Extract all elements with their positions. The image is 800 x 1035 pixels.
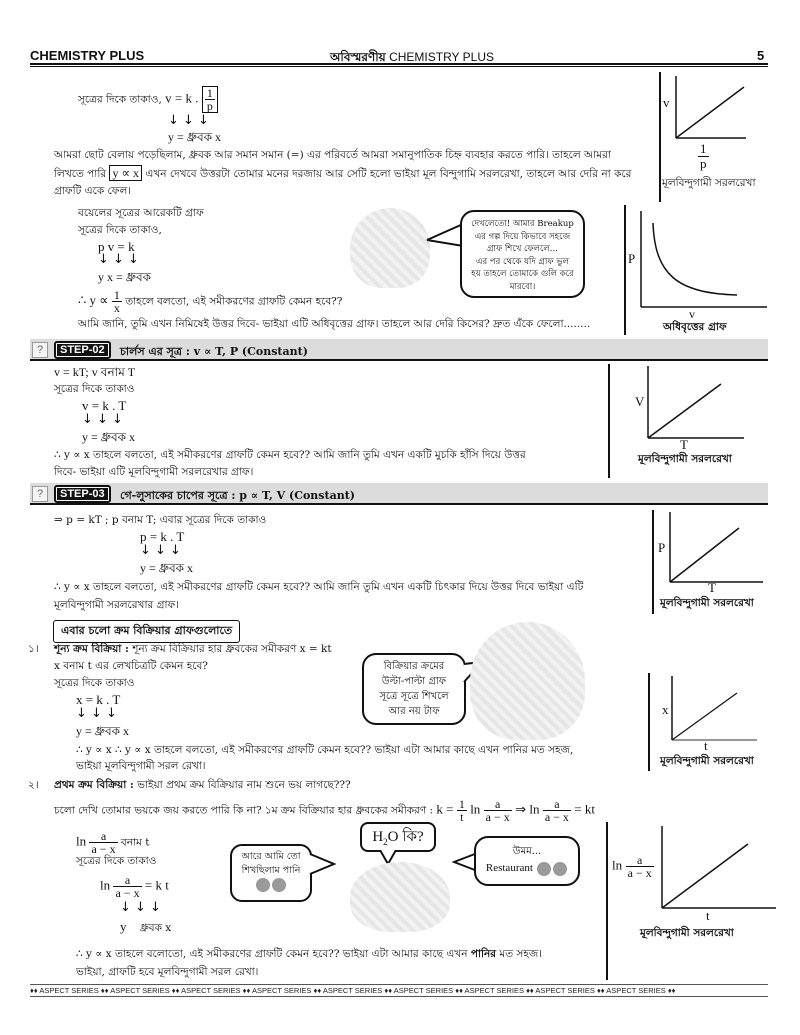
item2-left-bubble: আরে আমি তো শিখছিলাম পানি xyxy=(230,844,312,902)
sad-face-icon xyxy=(256,878,270,892)
s2-arrows: ↓ ↓ ↓ xyxy=(98,252,139,267)
s4-eq: p = k . T xyxy=(140,529,185,544)
item2-line2: চলো দেখি তোমার ভয়কে জয় করতে পারি কি না? ১ম ক্রম বিক্রিয়ার হার ধ্রুবকের সমীকরণ : k = $\frac{1}{t}$ ln $\frac{a}{a - x}$ ⇒ ln $\frac{a}{a - x}$ = kt xyxy=(54,797,595,824)
woman-illustration xyxy=(350,208,430,288)
item1-para1: ∴ y ∝ x ∴ y ∝ x তাহলে বলতো, এই সমীকরণের গ্রাফটি কেমন হবে?? ভাইয়া এটা আমার কাছে এখন পানির মত সহজ, xyxy=(76,744,574,756)
s1-arrows: ↓ ↓ ↓ xyxy=(168,113,209,128)
s1-para1: আমরা ছোট বেলায় পড়েছিলাম, ধ্রুবক আর সমান সমান (=) এর পরিবর্তে আমরা সমানুপাতিক চিহ্ন ব্যবহার করতে পারি। তাহলে আমরা xyxy=(54,149,611,161)
item2-center-bubble: $H_2O$ কি? xyxy=(360,822,436,852)
graph2-y-label: P xyxy=(628,251,636,266)
s2-result: y x = ধ্রুবক xyxy=(98,270,152,284)
graph6-x-label: t xyxy=(706,908,710,923)
s3-line1: v = kT; v বনাম T xyxy=(54,365,136,379)
s1-boxed-fraction: $\frac{1}{p}$ xyxy=(202,86,218,113)
item2-graph-divider xyxy=(606,822,608,980)
trend-line xyxy=(676,87,744,138)
smile-face-icon xyxy=(537,862,551,876)
s4-line1: ⇒ p = kT ; p বনাম T; এবার সূত্রের দিকে তাকাও xyxy=(54,514,267,526)
s2-bubble-tail xyxy=(425,220,465,250)
item2-para1: ∴ y ∝ x তাহলে বলোতো, এই সমীকরণের গ্রাফটি কেমন হবে?? ভাইয়া এটা আমার কাছে এখন পানির মত সহজ। xyxy=(76,948,543,960)
step-02-badge: STEP-02 xyxy=(54,341,111,359)
s1-para3: গ্রাফটি একে ফেল। xyxy=(54,185,132,197)
graph5-x-label: t xyxy=(704,738,708,753)
graph1-y-label: v xyxy=(663,95,670,110)
item2-right-bubble: উমম... Restaurant xyxy=(474,836,580,886)
graph4-caption: মূলবিন্দুগামী সরলরেখা xyxy=(660,597,754,609)
s4-para2: মূলবিন্দুগামী সরলরেখার গ্রাফ। xyxy=(54,599,179,611)
page-number: 5 xyxy=(757,48,765,63)
item1-speech-bubble: বিক্রিয়ার ক্রমের উল্টা-পাল্টা গ্রাফ সূত্রে সূত্রে শিখলে আর নয় টাফ xyxy=(362,653,466,725)
s3-para1: ∴ y ∝ x তাহলে বলতো, এই সমীকরণের গ্রাফটি কেমন হবে?? আমি জানি তুমি এখন একটি মুচকি হাঁসি দিয়ে উত্তর xyxy=(54,449,526,461)
s3-arrows: ↓ ↓ ↓ xyxy=(82,412,123,427)
graph-v-vs-t xyxy=(632,362,772,478)
question-icon: ? xyxy=(32,486,48,502)
s4-arrows: ↓ ↓ ↓ xyxy=(140,543,181,558)
graph3-y-label: V xyxy=(635,394,645,409)
graph-hyperbola-svg xyxy=(627,205,772,335)
s3-result: y = ধ্রুবক x xyxy=(82,430,136,444)
s2-line2: সূত্রের দিকে তাকাও, xyxy=(78,224,162,236)
item2-eq: ln $\frac{a}{a - x}$ = k t xyxy=(100,873,169,900)
item1-line3: সূত্রের দিকে তাকাও xyxy=(54,677,135,689)
graph3-caption: মূলবিন্দুগামী সরলরেখা xyxy=(638,453,732,465)
graph-x-vs-t xyxy=(656,672,776,776)
order-heading: এবার চলো ক্রম বিক্রিয়ার গ্রাফগুলোতে xyxy=(53,620,240,643)
graph2-x-label: v xyxy=(689,307,695,321)
sad-face-icon xyxy=(272,878,286,892)
footer-aspect-series: ♦♦ ASPECT SERIES ♦♦ ASPECT SERIES ♦♦ ASPECT SERIES ♦♦ ASPECT SERIES ♦♦ ASPECT SERIES ♦♦ ASPECT SERIES ♦♦ ASPECT SERIES ♦♦ ASPECT SERIES ♦♦ ASPECT SERIES ♦♦ xyxy=(30,984,768,997)
item2-vs-line: ln $\frac{a}{a - x}$ বনাম t xyxy=(76,829,150,856)
item1-arrows: ↓ ↓ ↓ xyxy=(76,706,117,721)
graph3-x-label: T xyxy=(680,437,688,452)
item1-graph-divider xyxy=(648,673,650,771)
s3-para2: দিবে- ভাইয়া এটি মূলবিন্দুগামী সরলরেখার গ্রাফ। xyxy=(54,466,254,478)
s2-fraction: $\frac{1}{x}$ xyxy=(113,288,120,315)
man-illustration xyxy=(470,622,585,740)
s1-graph-divider xyxy=(659,72,661,202)
step-03-badge: STEP-03 xyxy=(54,485,111,503)
s1-para2: লিখতে পারি y ∝ x এখন দেখবে উত্তরটা তোমার মনের দরজায় আর সেটি হলো ভাইয়া মূল বিন্দুগামি সরলরেখা, তাহলে আর দেরি না করে xyxy=(54,166,632,180)
graph6-y-label: ln $\frac{a}{a - x}$ xyxy=(612,853,652,880)
item1-para2: ভাইয়া মূলবিন্দুগামী সরল রেখা। xyxy=(76,760,206,772)
smile-face-icon xyxy=(553,862,567,876)
s3-eq: v = k . T xyxy=(82,398,127,413)
header-rule xyxy=(30,63,768,67)
step-02-title: চার্লস এর সূত্র : v ∝ T, P (Constant) xyxy=(120,345,308,358)
s1-proportional-box: y ∝ x xyxy=(109,165,142,181)
s2-eq: p v = k xyxy=(98,239,135,254)
item2-look: সূত্রের দিকে তাকাও xyxy=(76,855,157,867)
hyperbola-curve xyxy=(653,223,737,295)
graph2-caption: অধিবৃত্তের গ্রাফ xyxy=(663,321,727,333)
trend-line xyxy=(672,693,737,740)
step-03-bar xyxy=(30,483,768,505)
item2-result: y ধ্রুবক x xyxy=(120,919,172,934)
left-bubble-tail xyxy=(308,852,336,876)
graph6-caption: মূলবিন্দুগামী সরলরেখা xyxy=(640,927,734,939)
s1-look-formula: সূত্রের দিকে তাকাও, v = k . $\frac{1}{p}$ xyxy=(78,86,218,113)
s4-result: y = ধ্রুবক x xyxy=(140,561,194,575)
trend-line xyxy=(662,844,748,908)
graph-v-vs-inverse-p xyxy=(662,72,782,202)
graph4-x-label: T xyxy=(708,580,716,595)
graph1-caption: মূলবিন্দুগামী সরলরেখা xyxy=(662,177,756,189)
s2-graph-divider xyxy=(624,205,626,335)
s2-speech-bubble: দেখলেতো! আমার Breakup এর গল্প দিয়ে কিভাবে সহজে গ্রাফ শিখে ফেললে... এর পর থেকে যদি গ্রাফ ভুল হয় তাহলে তোমাকে গুলি করে মারবো। xyxy=(460,210,585,298)
s2-therefore: ∴ y ∝ $\frac{1}{x}$ তাহলে বলতো, এই সমীকরণের গ্রাফটি কেমন হবে?? xyxy=(78,288,343,315)
graph-p-vs-t xyxy=(656,510,776,616)
item2-arrows: ↓ ↓ ↓ xyxy=(120,900,161,915)
header-left-title: CHEMISTRY PLUS xyxy=(30,48,145,63)
question-icon: ? xyxy=(32,342,48,358)
item1-eq: x = k . T xyxy=(76,692,121,707)
item1-result: y = ধ্রুবক x xyxy=(76,724,130,738)
kids-reading-illustration xyxy=(350,862,450,932)
s2-line1: বয়েলের সূত্রের আরেকটি গ্রাফ xyxy=(78,207,204,219)
graph1-x-label: $\frac{1}{p}$ xyxy=(700,141,707,171)
item1-header: শূন্য ক্রম বিক্রিয়া : শূন্য ক্রম বিক্রিয়ার হার ধ্রুবকের সমীকরণ x = kt xyxy=(54,643,332,655)
item2-header: প্রথম ক্রম বিক্রিয়া : ভাইয়া প্রথম ক্রম বিক্রিয়ার নাম শুনে ভয় লাগছে??? xyxy=(54,779,351,791)
s3-graph-divider xyxy=(608,364,610,478)
sad-face-icons xyxy=(235,878,307,893)
item1-line2: x বনাম t এর লেখচিত্রটি কেমন হবে? xyxy=(54,660,208,672)
step-03-title: গে-লুসাকের চাপের সূত্রে : p ∝ T, V (Constant) xyxy=(120,489,355,502)
s3-line2: সূত্রের দিকে তাকাও xyxy=(54,383,135,395)
graph-p-vs-v-hyperbola xyxy=(627,205,772,335)
item1-number: ১। xyxy=(28,643,39,655)
graph-ln-vs-t xyxy=(610,822,780,952)
graph4-y-label: P xyxy=(658,540,666,555)
header-center-prefix: অবিস্মরণীয় xyxy=(330,50,386,64)
step-02-bar xyxy=(30,339,768,361)
s2-last-line: আমি জানি, তুমি এখন নিমিষেই উত্তর দিবে- ভাইয়া এটি অধিবৃত্তের গ্রাফ। তাহলে আর দেরি কিসের? দ্রুত এঁকে ফেলো........ xyxy=(78,318,591,330)
item2-para2: ভাইয়া, গ্রাফটি হবে মূলবিন্দুগামী সরল রেখা। xyxy=(76,966,259,978)
s4-para1: ∴ y ∝ x তাহলে বলতো, এই সমীকরণের গ্রাফটি কেমন হবে?? আমি জানি তুমি এখন একটি চিৎকার দিয়ে উত্তর দিবে ভাইয়া এটি xyxy=(54,581,584,593)
trend-line xyxy=(670,528,739,582)
s1-result: y = ধ্রুবক x xyxy=(168,130,222,144)
graph5-y-label: x xyxy=(662,702,669,717)
s4-graph-divider xyxy=(652,510,654,614)
item2-number: ২। xyxy=(28,779,39,791)
header-center-text: CHEMISTRY PLUS xyxy=(389,50,495,64)
trend-line xyxy=(648,384,721,438)
graph5-caption: মূলবিন্দুগামী সরলরেখা xyxy=(660,755,754,767)
